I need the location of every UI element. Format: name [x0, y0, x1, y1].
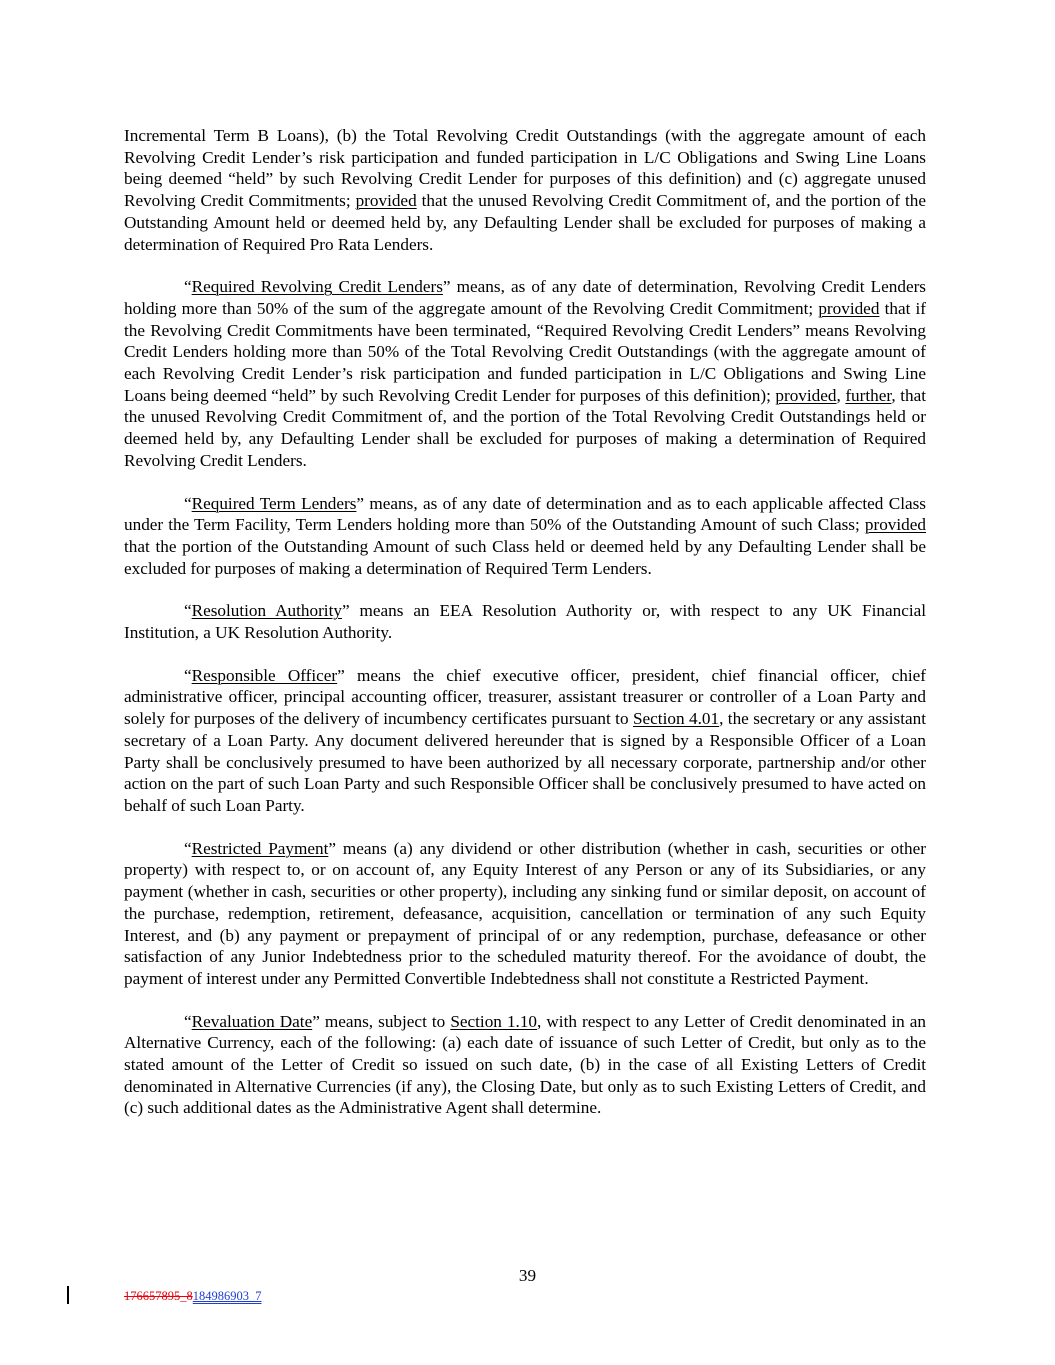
- paragraph-text: “: [184, 277, 192, 297]
- paragraph-text: “: [184, 1011, 192, 1031]
- underlined-term: provided: [775, 385, 837, 405]
- paragraph-text: ” means, as of any date of determination, Revolving Credit Lenders holding more than 50% of the sum of the aggregate amount of the Revolving Credit Commitment;: [124, 277, 926, 318]
- underlined-term: Restricted Payment: [191, 838, 329, 858]
- page-number: 39: [518, 1266, 537, 1285]
- paragraph-text: that the portion of the Outstanding Amount of such Class held or deemed held by any Defaulting Lender shall be excluded for purposes of making a determination of Required Term Lenders.: [124, 536, 926, 578]
- paragraph-text: ” means an EEA Resolution Authority or, with respect to any UK Financial Institution, a UK Resolution Authority.: [124, 601, 926, 643]
- paragraph-required-term-lenders: [124, 493, 926, 580]
- underlined-term: Resolution Authority: [191, 601, 342, 621]
- document-body: [124, 125, 926, 1140]
- underlined-term: provided: [864, 515, 926, 535]
- underlined-term: Responsible Officer: [191, 665, 338, 685]
- document-id-deleted: 176657895_8: [124, 1289, 193, 1303]
- change-bar: [67, 1286, 69, 1304]
- paragraph-revaluation-date: [124, 1011, 926, 1120]
- paragraph-text: , the secretary or any assistant secretary of a Loan Party. Any document delivered hereunder that is signed by a Responsible Officer of a Loan Party shall be conclusively presumed to have been authorized by all necessary corporate, partnership and/or other action on the part of such Loan Party and such Responsible Officer shall be conclusively presumed to have acted on behalf of such Loan Party.: [124, 709, 926, 815]
- underlined-term: provided: [355, 191, 417, 211]
- paragraph-responsible-officer: [124, 665, 926, 817]
- paragraph-pro-rata-continuation: [124, 125, 926, 255]
- paragraph-text: that if the Revolving Credit Commitments have been terminated, “Required Revolving Credit Lenders” means Revolving Credit Lenders holding more than 50% of the Total Revolving Credit Outstandings (with the aggregate amount of each Revolving Credit Lender’s risk participation and funded participation in L/C Obligations and Swing Line Loans being deemed “held” by such Revolving Credit Lender for purposes of this definition);: [124, 298, 926, 405]
- paragraph-text: ,: [836, 385, 846, 405]
- paragraph-text: ” means the chief executive officer, president, chief financial officer, chief administrative officer, principal accounting officer, treasurer, assistant treasurer or controller of a Loan Party and solely for purposes of the delivery of incumbency certificates pursuant to: [124, 665, 926, 729]
- paragraph-required-revolving-credit-lenders: [124, 276, 926, 471]
- paragraph-text: “: [184, 493, 192, 513]
- paragraph-text: Incremental Term B Loans), (b) the Total Revolving Credit Outstandings (with the aggregate amount of each Revolving Credit Lender’s risk participation and funded participation in L/C Obligations and Swing Line Loans being deemed “held” by such Revolving Credit Lender for purposes of this definition) and (c) aggregate unused Revolving Credit Commitments;: [124, 126, 926, 211]
- paragraph-resolution-authority: [124, 600, 926, 643]
- paragraph-text: “: [184, 838, 192, 858]
- underlined-term: Required Term Lenders: [191, 493, 357, 513]
- document-id: [124, 1289, 262, 1303]
- underlined-term: Revaluation Date: [191, 1011, 313, 1031]
- document-id-inserted: 184986903_7: [192, 1289, 262, 1303]
- paragraph-text: ” means, subject to: [312, 1011, 451, 1031]
- underlined-term: Required Revolving Credit Lenders: [191, 277, 443, 297]
- paragraph-text: , with respect to any Letter of Credit denominated in an Alternative Currency, each of the following: (a) each date of issuance of such Letter of Credit, but only as to the stated amount of the Letter of Credit so issued on such date, (b) in the case of all Existing Letters of Credit denominated in Alternative Currencies (if any), the Closing Date, but only as to such Existing Letters of Credit, and (c) such additional dates as the Administrative Agent shall determine.: [124, 1011, 926, 1118]
- underlined-term: Section 4.01: [632, 709, 720, 729]
- paragraph-text: “: [184, 665, 192, 685]
- paragraph-text: , that the unused Revolving Credit Commitment of, and the portion of the Total Revolving Credit Outstandings held or deemed held by, any Defaulting Lender shall be excluded for purposes of making a determination of Required Revolving Credit Lenders.: [124, 385, 927, 470]
- paragraph-text: ” means (a) any dividend or other distribution (whether in cash, securities or other property) with respect to, or on account of, any Equity Interest of any Person or any of its Subsidiaries, or any payment (whether in cash, securities or other property), including any sinking fund or similar deposit, on account of the purchase, redemption, retirement, defeasance, acquisition, cancellation or termination of any such Equity Interest, and (b) any payment or prepayment of principal of or any redemption, purchase, defeasance or other satisfaction of any Junior Indebtedness prior to the scheduled maturity thereof. For the avoidance of doubt, the payment of interest under any Permitted Convertible Indebtedness shall not constitute a Restricted Payment.: [124, 838, 926, 988]
- paragraph-restricted-payment: [124, 838, 926, 990]
- paragraph-text: ” means, as of any date of determination and as to each applicable affected Class under the Term Facility, Term Lenders holding more than 50% of the Outstanding Amount of such Class;: [124, 493, 926, 535]
- underlined-term: further: [845, 385, 892, 405]
- paragraph-text: that the unused Revolving Credit Commitment of, and the portion of the Outstanding Amount held or deemed held by, any Defaulting Lender shall be excluded for purposes of making a determination of Required Pro Rata Lenders.: [124, 191, 927, 254]
- underlined-term: Section 1.10: [450, 1011, 538, 1031]
- paragraph-text: “: [184, 601, 192, 621]
- underlined-term: provided: [818, 298, 880, 318]
